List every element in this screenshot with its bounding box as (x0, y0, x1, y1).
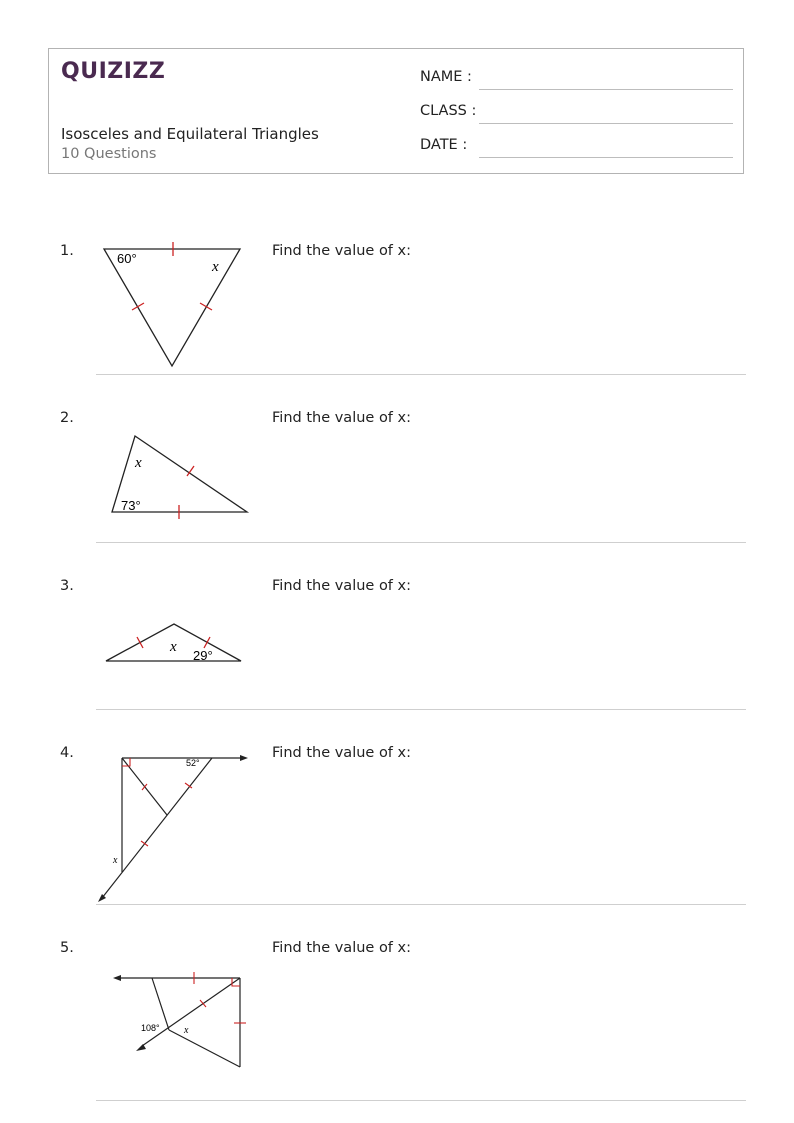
equilateral-triangle-figure (96, 236, 256, 372)
unknown-label: x (135, 455, 142, 471)
name-label: NAME : (420, 69, 472, 85)
question-prompt: Find the value of x: (272, 745, 411, 761)
question-prompt: Find the value of x: (272, 940, 411, 956)
unknown-label: x (170, 639, 177, 655)
divider (96, 542, 746, 543)
question-number: 3. (60, 578, 74, 594)
divider (96, 904, 746, 905)
angle-label: 73° (121, 498, 141, 513)
question-prompt: Find the value of x: (272, 243, 411, 259)
divider (96, 374, 746, 375)
ray-triangle-figure-5 (108, 970, 248, 1072)
unknown-label: x (212, 259, 219, 275)
isosceles-triangle-figure (104, 428, 254, 524)
ray-triangle-figure-4 (96, 748, 256, 906)
question-prompt: Find the value of x: (272, 410, 411, 426)
question-prompt: Find the value of x: (272, 578, 411, 594)
question-number: 4. (60, 745, 74, 761)
divider (96, 1100, 746, 1101)
quizizz-logo: QUIZIZZ (61, 59, 166, 84)
unknown-label: x (184, 1025, 189, 1036)
name-field[interactable] (479, 89, 733, 90)
question-count: 10 Questions (61, 146, 157, 162)
date-label: DATE : (420, 137, 468, 153)
question-number: 5. (60, 940, 74, 956)
question-number: 2. (60, 410, 74, 426)
worksheet-header (48, 48, 744, 174)
date-field[interactable] (479, 157, 733, 158)
unknown-label: x (113, 855, 118, 866)
obtuse-isosceles-triangle-figure (100, 616, 250, 668)
angle-label: 108° (141, 1023, 160, 1033)
angle-label: 52° (186, 758, 200, 768)
class-field[interactable] (479, 123, 733, 124)
class-label: CLASS : (420, 103, 477, 119)
angle-label: 29° (193, 648, 213, 663)
divider (96, 709, 746, 710)
worksheet-title: Isosceles and Equilateral Triangles (61, 125, 319, 143)
question-number: 1. (60, 243, 74, 259)
angle-label: 60° (117, 251, 137, 266)
